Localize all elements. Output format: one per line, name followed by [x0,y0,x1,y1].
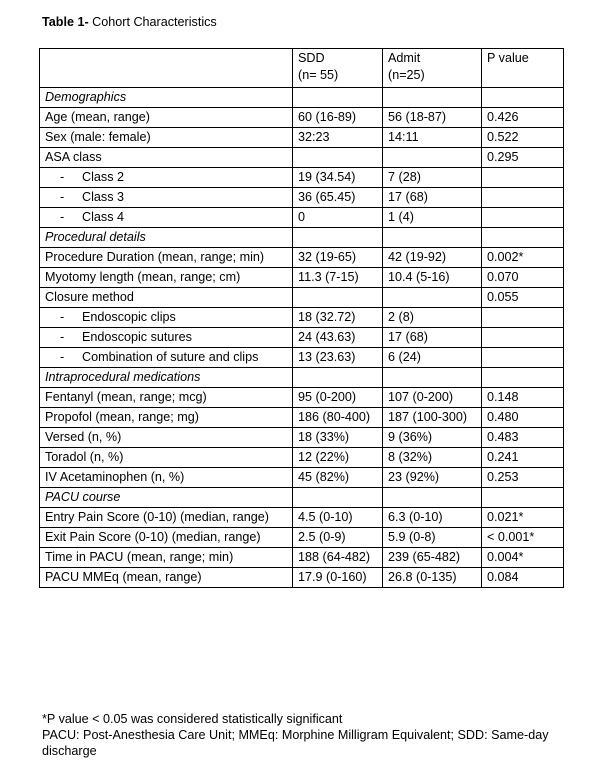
sdd-value: 19 (34.54) [293,168,383,188]
subcategory-row [40,348,564,368]
p-value: 0.004* [482,548,564,568]
table-row [40,128,564,148]
empty-cell [482,228,564,248]
subcategory-wrap [60,309,287,326]
section-row [40,228,564,248]
header-sdd-label: SDD [298,51,325,65]
table-row [40,148,564,168]
sdd-value: 60 (16-89) [293,108,383,128]
subcategory-wrap [60,329,287,346]
empty-cell [293,368,383,388]
admit-value: 2 (8) [383,308,482,328]
empty-cell [383,368,482,388]
section-label: Intraprocedural medications [40,368,293,388]
section-row [40,368,564,388]
sdd-value: 95 (0-200) [293,388,383,408]
admit-value: 5.9 (0-8) [383,528,482,548]
bullet-dash: - [60,210,65,224]
p-value: 0.483 [482,428,564,448]
bullet-dash: - [60,310,65,324]
subcategory-label: Class 3 [82,190,124,204]
subcategory-row [40,308,564,328]
p-value: 0.522 [482,128,564,148]
subcategory-label: Combination of suture and clips [82,350,259,364]
table-row [40,388,564,408]
bullet-dash: - [60,190,65,204]
row-label: Toradol (n, %) [40,448,293,468]
row-label [40,188,293,208]
admit-value: 10.4 (5-16) [383,268,482,288]
table-row [40,468,564,488]
empty-cell [482,488,564,508]
admit-value: 23 (92%) [383,468,482,488]
empty-cell [383,488,482,508]
p-value: 0.148 [482,388,564,408]
header-admit-label: Admit [388,51,421,65]
table-title-number: Table 1- [42,15,89,29]
p-value [482,348,564,368]
row-label: Propofol (mean, range; mg) [40,408,293,428]
subcategory-label: Class 2 [82,170,124,184]
bullet-dash: - [60,350,65,364]
subcategory-wrap [60,209,287,226]
admit-value: 6 (24) [383,348,482,368]
row-label: Closure method [40,288,293,308]
subcategory-label: Endoscopic clips [82,310,176,324]
table-row [40,528,564,548]
row-label: Procedure Duration (mean, range; min) [40,248,293,268]
header-cell-empty [40,49,293,88]
section-label: Demographics [40,88,293,108]
admit-value: 17 (68) [383,188,482,208]
subcategory-row [40,208,564,228]
subcategory-wrap [60,169,287,186]
table-row [40,408,564,428]
header-cell-p-value [482,49,564,88]
sdd-value: 45 (82%) [293,468,383,488]
admit-value [383,148,482,168]
section-label: PACU course [40,488,293,508]
p-value: 0.253 [482,468,564,488]
table-row [40,508,564,528]
bullet-dash: - [60,170,65,184]
row-label: Age (mean, range) [40,108,293,128]
sdd-value: 13 (23.63) [293,348,383,368]
row-label: Entry Pain Score (0-10) (median, range) [40,508,293,528]
p-value: < 0.001* [482,528,564,548]
sdd-value: 18 (33%) [293,428,383,448]
table-row [40,568,564,588]
row-label [40,308,293,328]
sdd-value: 24 (43.63) [293,328,383,348]
subcategory-wrap [60,189,287,206]
admit-value: 7 (28) [383,168,482,188]
admit-value: 56 (18-87) [383,108,482,128]
admit-value: 239 (65-482) [383,548,482,568]
sdd-value [293,148,383,168]
header-row [40,49,564,88]
row-label: Versed (n, %) [40,428,293,448]
section-label: Procedural details [40,228,293,248]
row-label: Fentanyl (mean, range; mcg) [40,388,293,408]
sdd-value: 186 (80-400) [293,408,383,428]
header-cell-admit [383,49,482,88]
admit-value [383,288,482,308]
empty-cell [383,228,482,248]
p-value [482,168,564,188]
sdd-value: 32 (19-65) [293,248,383,268]
cohort-table [39,48,564,588]
footnote-abbreviations: PACU: Post-Anesthesia Care Unit; MMEq: Morphine Milligram Equivalent; SDD: Same-day discharge [42,728,549,758]
admit-value: 26.8 (0-135) [383,568,482,588]
sdd-value: 2.5 (0-9) [293,528,383,548]
p-value: 0.070 [482,268,564,288]
empty-cell [293,88,383,108]
sdd-value: 18 (32.72) [293,308,383,328]
p-value: 0.021* [482,508,564,528]
table-row [40,268,564,288]
empty-cell [383,88,482,108]
empty-cell [293,228,383,248]
table-row [40,428,564,448]
row-label: IV Acetaminophen (n, %) [40,468,293,488]
header-p-label: P value [487,51,529,65]
sdd-value: 4.5 (0-10) [293,508,383,528]
row-label: Myotomy length (mean, range; cm) [40,268,293,288]
row-label [40,328,293,348]
admit-value: 6.3 (0-10) [383,508,482,528]
row-label: Time in PACU (mean, range; min) [40,548,293,568]
row-label [40,208,293,228]
subcategory-wrap [60,349,287,366]
header-cell-sdd [293,49,383,88]
admit-value: 107 (0-200) [383,388,482,408]
p-value: 0.055 [482,288,564,308]
header-sdd-n: (n= 55) [298,68,339,82]
subcategory-row [40,328,564,348]
row-label: PACU MMEq (mean, range) [40,568,293,588]
p-value [482,188,564,208]
table-row [40,448,564,468]
sdd-value [293,288,383,308]
sdd-value: 36 (65.45) [293,188,383,208]
table-row [40,248,564,268]
row-label: Exit Pain Score (0-10) (median, range) [40,528,293,548]
p-value: 0.002* [482,248,564,268]
table-row [40,108,564,128]
table-footnotes [42,711,582,759]
p-value: 0.480 [482,408,564,428]
admit-value: 8 (32%) [383,448,482,468]
admit-value: 1 (4) [383,208,482,228]
row-label [40,168,293,188]
row-label: Sex (male: female) [40,128,293,148]
row-label [40,348,293,368]
subcategory-row [40,188,564,208]
sdd-value: 17.9 (0-160) [293,568,383,588]
admit-value: 14:11 [383,128,482,148]
table-row [40,548,564,568]
header-admit-n: (n=25) [388,68,425,82]
empty-cell [293,488,383,508]
admit-value: 17 (68) [383,328,482,348]
sdd-value: 188 (64-482) [293,548,383,568]
p-value [482,328,564,348]
admit-value: 42 (19-92) [383,248,482,268]
sdd-value: 11.3 (7-15) [293,268,383,288]
p-value [482,308,564,328]
section-row [40,488,564,508]
p-value [482,208,564,228]
row-label: ASA class [40,148,293,168]
sdd-value: 32:23 [293,128,383,148]
p-value: 0.084 [482,568,564,588]
sdd-value: 0 [293,208,383,228]
p-value: 0.426 [482,108,564,128]
section-row [40,88,564,108]
empty-cell [482,88,564,108]
subcategory-label: Endoscopic sutures [82,330,192,344]
bullet-dash: - [60,330,65,344]
table-title-text: Cohort Characteristics [88,15,217,29]
admit-value: 187 (100-300) [383,408,482,428]
footnote-significance: *P value < 0.05 was considered statistically significant [42,712,343,726]
subcategory-label: Class 4 [82,210,124,224]
p-value: 0.295 [482,148,564,168]
sdd-value: 12 (22%) [293,448,383,468]
table-row [40,288,564,308]
table-title [42,14,217,31]
empty-cell [482,368,564,388]
p-value: 0.241 [482,448,564,468]
subcategory-row [40,168,564,188]
admit-value: 9 (36%) [383,428,482,448]
